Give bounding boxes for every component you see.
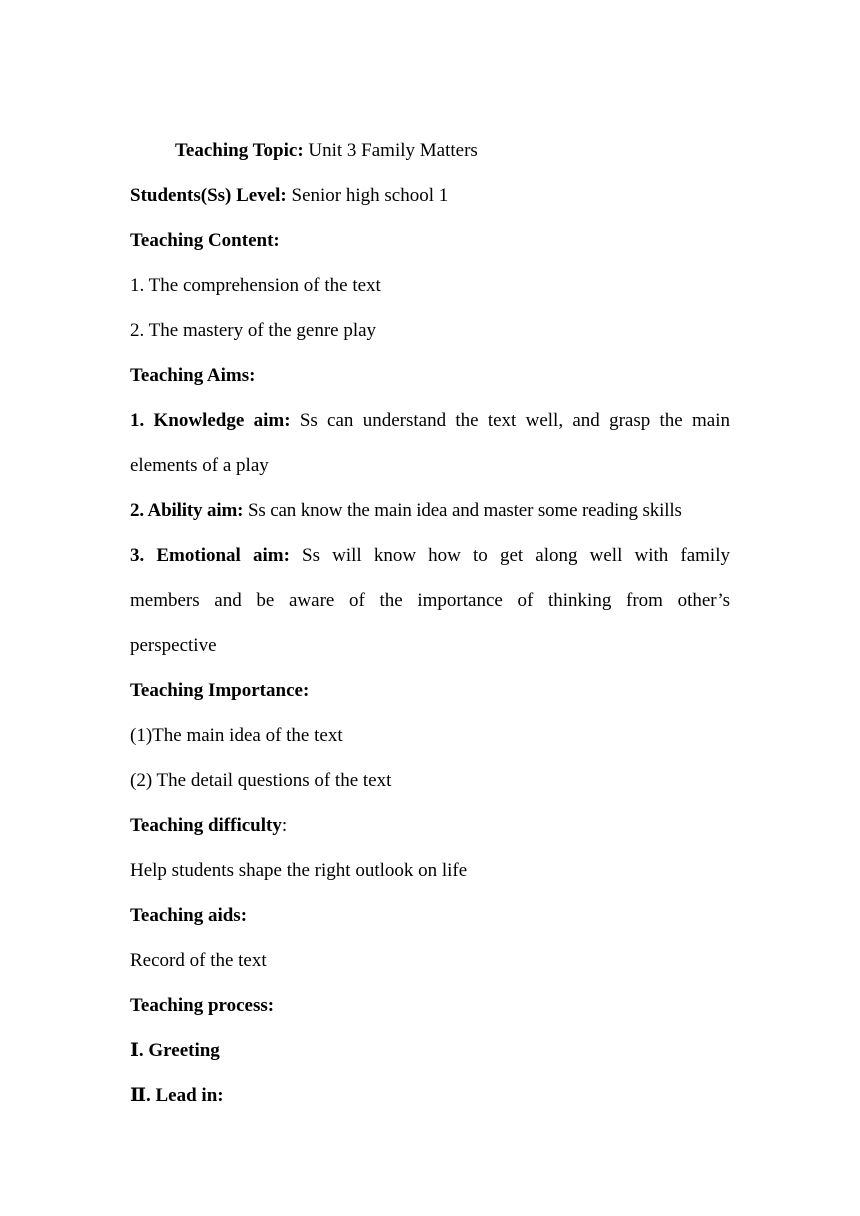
content-item: 2. The mastery of the genre play bbox=[130, 320, 377, 341]
process-step: Ⅰ. Greeting bbox=[130, 1040, 220, 1061]
students-level-label: Students(Ss) Level: bbox=[130, 185, 287, 206]
emotional-aim-line: 3. Emotional aim: Ss will know how to get along well with family bbox=[130, 545, 730, 566]
importance-item: (2) The detail questions of the text bbox=[130, 770, 392, 791]
teaching-aids-heading: Teaching aids: bbox=[130, 905, 248, 926]
content-item: 1. The comprehension of the text bbox=[130, 275, 381, 296]
teaching-importance-heading: Teaching Importance: bbox=[130, 680, 310, 701]
teaching-topic-label: Teaching Topic: bbox=[175, 140, 304, 161]
process-step: Ⅱ. Lead in: bbox=[130, 1085, 224, 1106]
knowledge-aim-label: 1. Knowledge aim: bbox=[130, 410, 291, 431]
teaching-topic-line bbox=[175, 139, 775, 163]
knowledge-aim-continuation: elements of a play bbox=[130, 455, 269, 476]
teaching-content-heading: Teaching Content: bbox=[130, 230, 280, 251]
importance-item: (1)The main idea of the text bbox=[130, 725, 343, 746]
ability-aim-label: 2. Ability aim: bbox=[130, 500, 244, 521]
teaching-difficulty-heading: Teaching difficulty: bbox=[130, 815, 288, 836]
students-level-value: Senior high school 1 bbox=[286, 185, 449, 206]
students-level-line bbox=[130, 184, 730, 208]
aids-text: Record of the text bbox=[130, 950, 267, 971]
knowledge-aim-line: 1. Knowledge aim: Ss can understand the text well, and grasp the main bbox=[130, 410, 730, 431]
ability-aim-line: 2. Ability aim: Ss can know the main idea and master some reading skills bbox=[130, 500, 682, 521]
emotional-aim-label: 3. Emotional aim: bbox=[130, 545, 290, 566]
teaching-aims-heading: Teaching Aims: bbox=[130, 365, 256, 386]
emotional-aim-continuation: members and be aware of the importance of thinking from other’s bbox=[130, 590, 730, 611]
teaching-process-heading: Teaching process: bbox=[130, 995, 275, 1016]
emotional-aim-continuation: perspective bbox=[130, 635, 217, 656]
difficulty-text: Help students shape the right outlook on life bbox=[130, 860, 468, 881]
teaching-topic-value: Unit 3 Family Matters bbox=[303, 140, 478, 161]
